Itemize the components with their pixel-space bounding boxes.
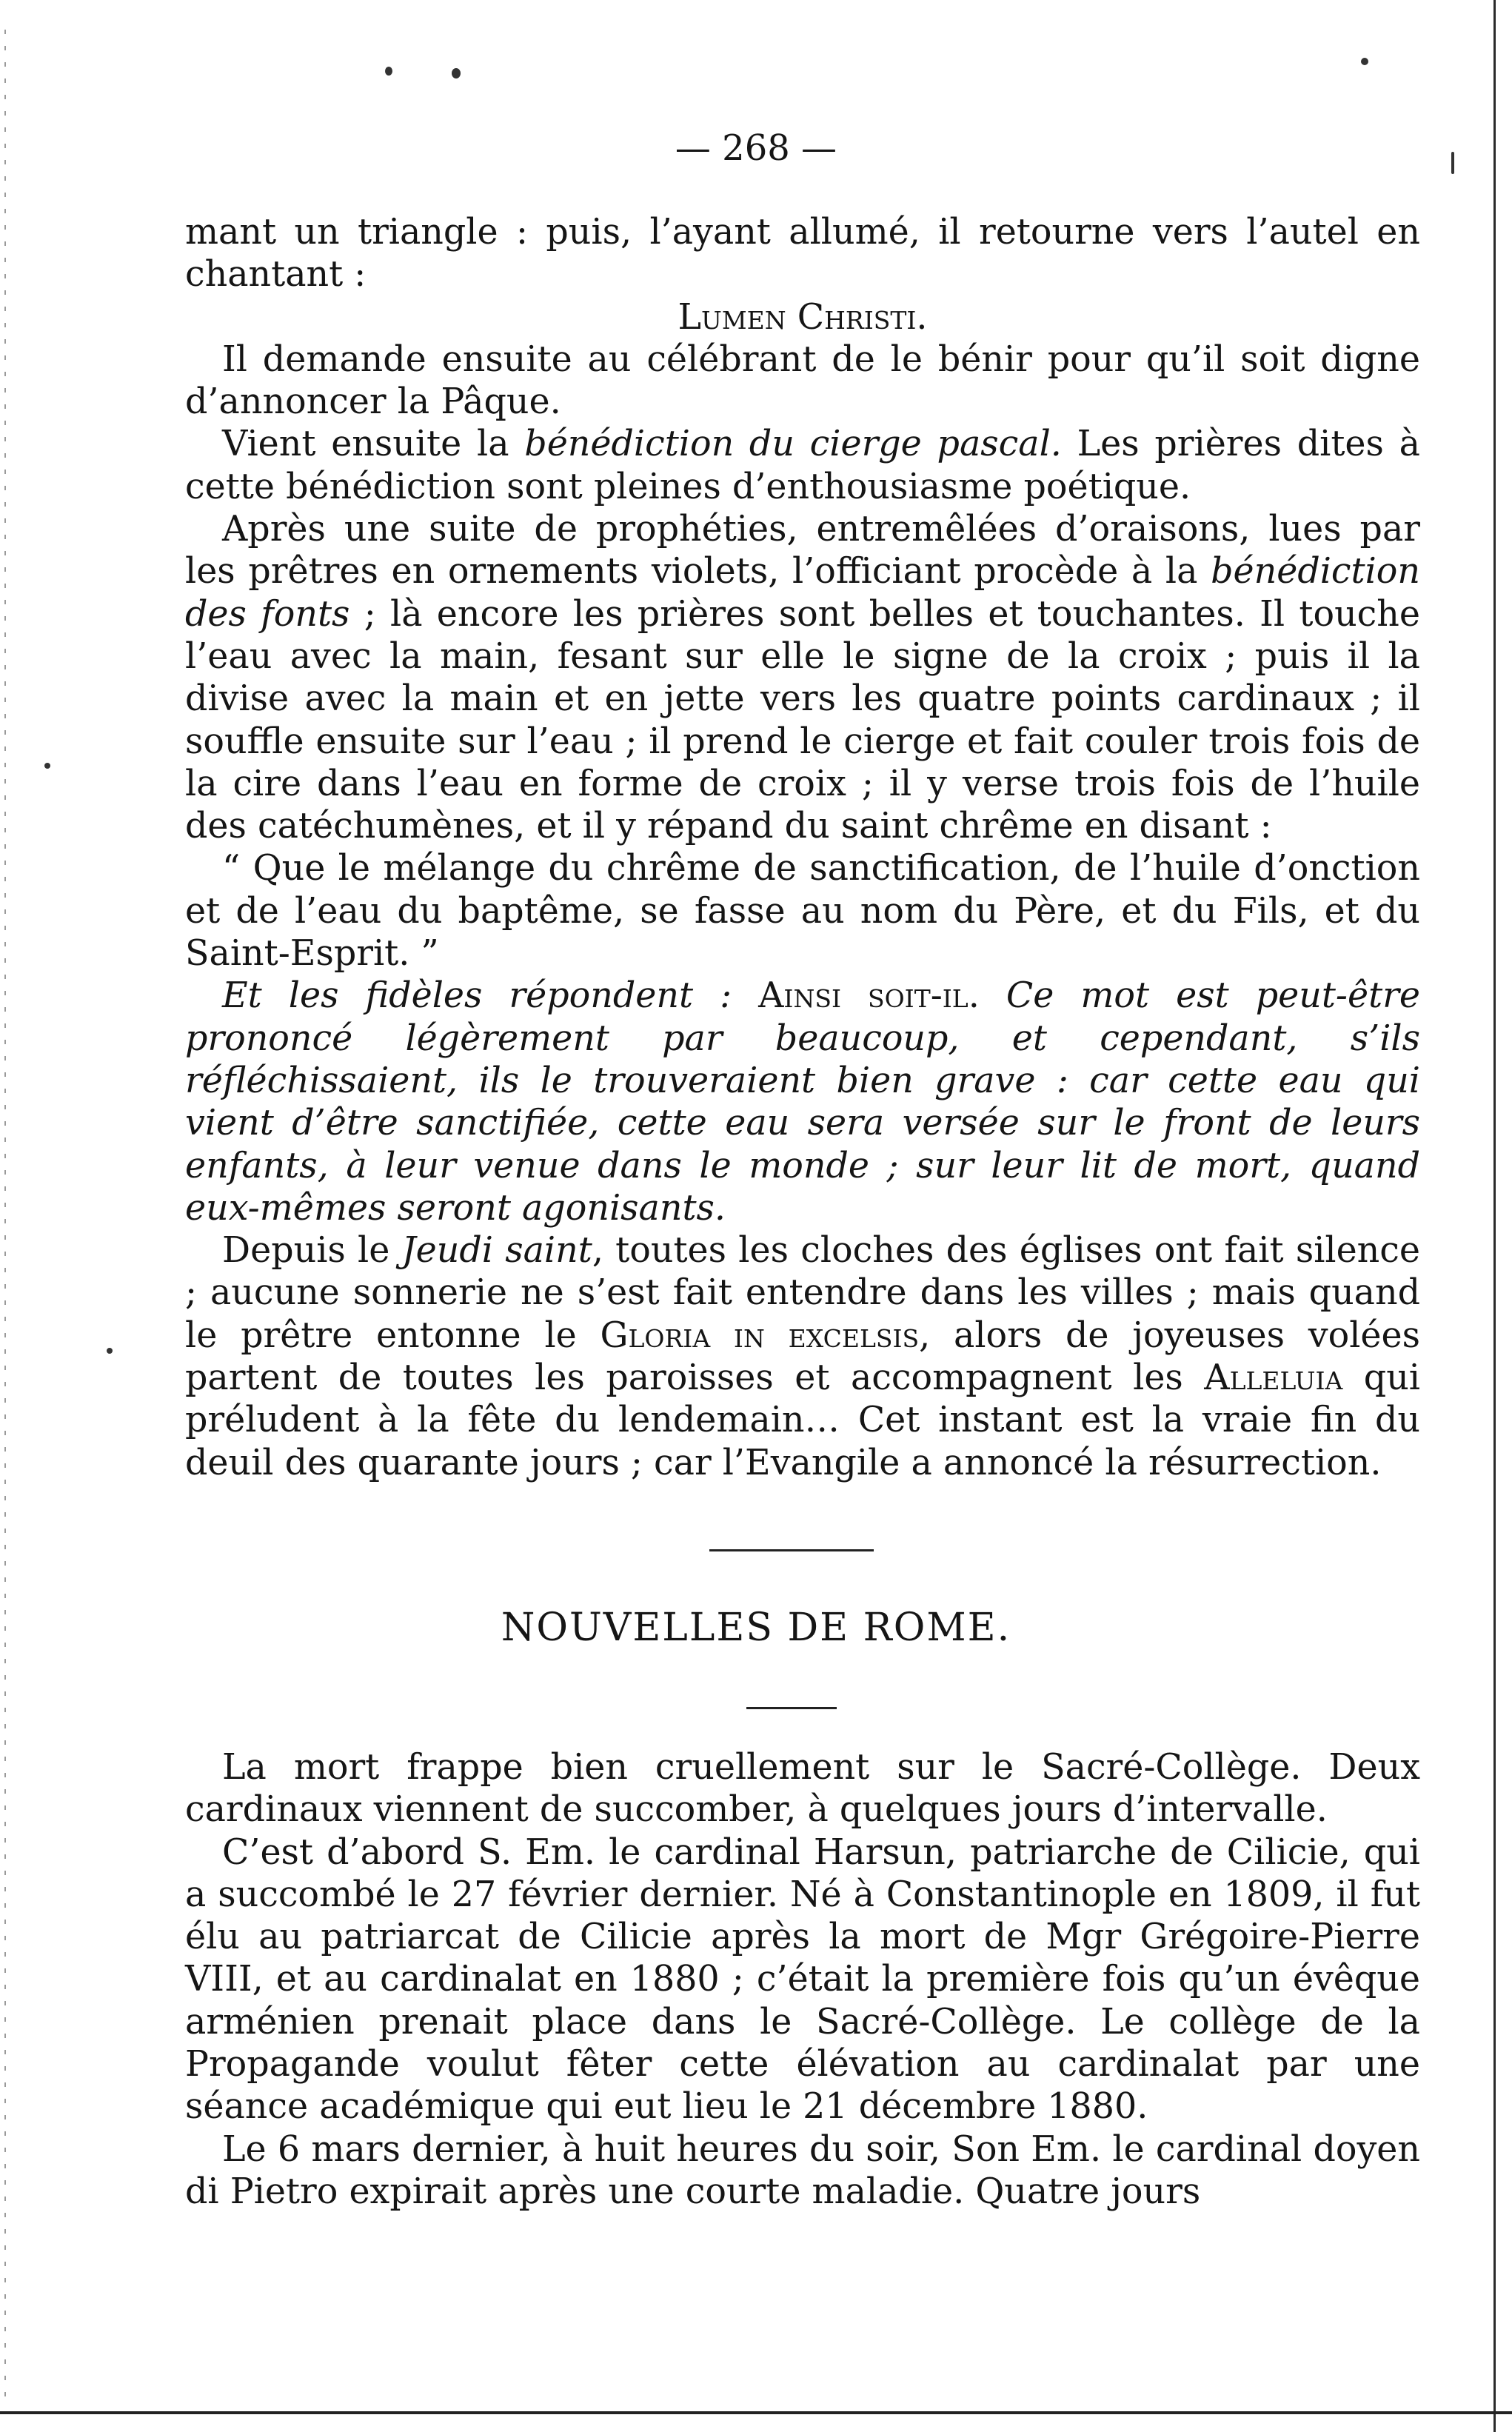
paragraph: Depuis le Jeudi saint, toutes les cloches des églises ont fait silence ; aucune sonnerie ne s’est fait entendre dans les villes ; mais quand le prêtre entonne le Gloria in excelsis, alors de joyeuses volées partent de toutes les paroisses et accompagnent les Alleluia qui préludent à la fête du lendemain… Cet instant est la vraie fin du deuil des quarante jours ; car l’Evangile a annoncé la résurrection. [185,1230,1421,1483]
paragraph: Le 6 mars dernier, à huit heures du soir, Son Em. le cardinal doyen di Pietro expirait après une courte maladie. Quatre jours [185,2128,1420,2212]
ink-speck [44,763,50,769]
quotation: “ Que le mélange du chrême de sanctification, de l’huile d’onction et de l’eau du baptême, se fasse au nom du Père, et du Fils, et du Saint-Esprit. ” [185,848,1420,975]
page-number: — 268 — [675,127,837,169]
section-title: NOUVELLES DE ROME. [501,1606,1011,1650]
paragraph: C’est d’abord S. Em. le cardinal Harsun, patriarche de Cilicie, qui a succombé le 27 février dernier. Né à Constantinople en 1809, il fut élu au patriarcat de Cilicie après la mort de Mgr Grégoire-Pierre VIII, et au cardinalat en 1880 ; c’était la première fois qu’un évêque arménien prenait place dans le Sacré-Collège. Le collège de la Propagande voulut fêter cette élévation au cardinalat par une séance académique qui eut lieu le 21 décembre 1880. [185,1831,1420,2128]
page-edge-right [1493,0,1496,2432]
chant-line: Lumen Christi. [678,296,928,338]
text-section-rome [185,1746,1420,2213]
ink-speck [385,67,392,76]
title-underline [746,1707,837,1709]
paragraph: Vient ensuite la bénédiction du cierge pascal. Les prières dites à cette bénédiction sont pleines d’enthousiasme poétique. [185,424,1420,507]
paragraph: Et les fidèles répondent : Ainsi soit-il. Ce mot est peut-être prononcé légèrement par beaucoup, et cependant, s’ils réfléchissaient, ils le trouveraient bien grave : car cette eau qui vient d’être sanctifiée, cette eau sera versée sur le front de leurs enfants, à leur venue dans le monde ; sur leur lit de mort, quand eux-mêmes seront agonisants. [185,975,1420,1229]
paragraph: Il demande ensuite au célébrant de le bénir pour qu’il soit digne d’annoncer la Pâque. [185,338,1420,423]
ink-speck [452,68,461,78]
text-section-ritual [185,211,1420,1484]
binding-margin-dots [4,30,6,2399]
ink-speck [107,1348,113,1354]
paragraph: Après une suite de prophéties, entremêlées d’oraisons, lues par les prêtres en ornements violets, l’officiant procède à la bénédiction des fonts ; là encore les prières sont belles et touchantes. Il touche l’eau avec la main, fesant sur elle le signe de la croix ; puis il la divise avec la main et en jette vers les quatre points cardinaux ; il souffle ensuite sur l’eau ; il prend le cierge et fait couler trois fois de la cire dans l’eau en forme de croix ; il y verse trois fois de l’huile des catéchumènes, et il y répand du saint chrême en disant : [185,509,1420,847]
section-divider [709,1549,874,1551]
paragraph: mant un triangle : puis, l’ayant allumé, il retourne vers l’autel en chantant : [185,212,1420,295]
ink-speck [1361,58,1368,65]
page-edge-bottom [0,2411,1512,2414]
paragraph: La mort frappe bien cruellement sur le Sacré-Collège. Deux cardinaux viennent de succomber, à quelques jours d’intervalle. [185,1747,1420,1831]
